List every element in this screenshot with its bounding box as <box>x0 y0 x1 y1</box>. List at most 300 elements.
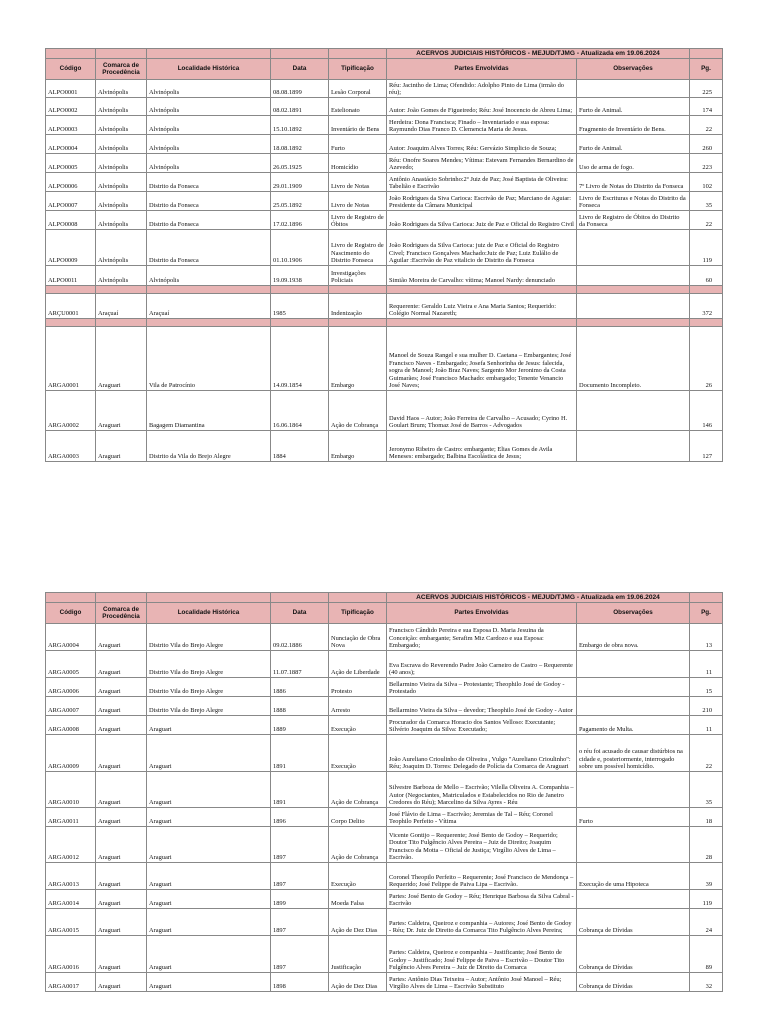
code-cell: ARGA0002 <box>46 391 96 431</box>
locality-cell: Vila de Patrocínio <box>147 327 271 391</box>
separator-cell <box>96 286 147 294</box>
observations-cell <box>577 266 690 286</box>
title-blank-cell <box>690 593 723 603</box>
column-header: Partes Envolvidas <box>387 59 577 80</box>
column-header: Observações <box>577 603 690 624</box>
column-header: Observações <box>577 59 690 80</box>
locality-cell: Araguari <box>147 772 271 808</box>
observations-cell <box>577 431 690 462</box>
observations-cell: 7º Livro de Notas do Distrito da Fonseca <box>577 173 690 192</box>
code-cell: ARGA0012 <box>46 827 96 863</box>
column-header: Comarca de Procedência <box>96 603 147 624</box>
date-cell: 08.02.1891 <box>271 98 329 116</box>
separator-row <box>46 319 723 327</box>
comarca-cell: Alvinópolis <box>96 80 147 98</box>
locality-cell: Araguari <box>147 973 271 992</box>
page-cell: 24 <box>690 909 723 936</box>
code-cell: ARGA0004 <box>46 624 96 651</box>
table-row <box>46 154 723 173</box>
date-cell: 16.06.1864 <box>271 391 329 431</box>
date-cell: 01.10.1906 <box>271 230 329 266</box>
code-cell: ALPO0007 <box>46 192 96 211</box>
type-cell: Livro de Registro de Óbitos <box>329 211 387 230</box>
observations-cell <box>577 651 690 678</box>
table-row <box>46 294 723 319</box>
observations-cell: Pagamento de Multa. <box>577 716 690 735</box>
code-cell: ALPO0004 <box>46 135 96 154</box>
header-row <box>46 603 723 624</box>
locality-cell: Alvinópolis <box>147 154 271 173</box>
comarca-cell: Alvinópolis <box>96 116 147 135</box>
type-cell: Execução <box>329 716 387 735</box>
separator-cell <box>690 286 723 294</box>
code-cell: ARGA0008 <box>46 716 96 735</box>
locality-cell: Araguari <box>147 863 271 890</box>
page-cell: 225 <box>690 80 723 98</box>
table-row <box>46 936 723 973</box>
parties-cell: Autor: João Gomes de Figueiredo; Réu: José Inocencio de Abreu Lima; <box>387 98 577 116</box>
table-row <box>46 735 723 772</box>
page-cell: 39 <box>690 863 723 890</box>
date-cell: 18.08.1892 <box>271 135 329 154</box>
title-blank-cell <box>147 593 271 603</box>
page-cell: 22 <box>690 116 723 135</box>
comarca-cell: Araguari <box>96 863 147 890</box>
page-cell: 35 <box>690 772 723 808</box>
parties-cell: Procurador da Comarca Horacio dos Santos Velloso: Executante; Silvério Joaquim da Silva: Executado; <box>387 716 577 735</box>
locality-cell: Distrito da Fonseca <box>147 173 271 192</box>
type-cell: Execução <box>329 735 387 772</box>
sheet-title: ACERVOS JUDICIAIS HISTÓRICOS - MEJUD/TJMG - Atualizada em 19.06.2024 <box>387 593 690 603</box>
parties-cell: Simião Moreira de Carvalho: vítima; Manoel Nardy: denunciado <box>387 266 577 286</box>
observations-cell: Cobrança de Dívidas <box>577 909 690 936</box>
observations-cell: Fragmento de Inventário de Bens. <box>577 116 690 135</box>
table-row <box>46 772 723 808</box>
parties-cell: Herdeira: Dona Francisca; Finado – Inventariado e sua esposa: Raymundo Dias Franco D. Clemencia Maria de Jesus. <box>387 116 577 135</box>
code-cell: ARGA0011 <box>46 808 96 827</box>
type-cell: Ação de Dez Dias <box>329 909 387 936</box>
table-row <box>46 973 723 992</box>
table-row <box>46 98 723 116</box>
column-header: Tipificação <box>329 603 387 624</box>
code-cell: ALPO0005 <box>46 154 96 173</box>
page-cell: 18 <box>690 808 723 827</box>
comarca-cell: Araguari <box>96 772 147 808</box>
table-row <box>46 678 723 697</box>
observations-cell <box>577 697 690 716</box>
date-cell: 1889 <box>271 716 329 735</box>
page-cell: 119 <box>690 230 723 266</box>
locality-cell: Distrito Vila do Brejo Alegre <box>147 651 271 678</box>
locality-cell: Araguari <box>147 716 271 735</box>
observations-cell <box>577 391 690 431</box>
page-cell: 11 <box>690 716 723 735</box>
records-table <box>45 48 723 462</box>
date-cell: 11.07.1887 <box>271 651 329 678</box>
separator-cell <box>147 319 271 327</box>
code-cell: ARGA0006 <box>46 678 96 697</box>
column-header: Código <box>46 59 96 80</box>
observations-cell <box>577 678 690 697</box>
page-cell: 22 <box>690 735 723 772</box>
separator-cell <box>577 286 690 294</box>
code-cell: ARGA0013 <box>46 863 96 890</box>
title-blank-cell <box>46 593 96 603</box>
parties-cell: José Flávio de Lima – Escrivão; Jeremias de Tal – Réu; Coronel Teophilo Perfeito - Vítima <box>387 808 577 827</box>
code-cell: ALPO0011 <box>46 266 96 286</box>
comarca-cell: Araguari <box>96 827 147 863</box>
title-blank-cell <box>147 49 271 59</box>
type-cell: Estelionato <box>329 98 387 116</box>
parties-cell: Eva Escrava do Reverendo Padre João Carneiro de Castro – Requerente (40 anos); <box>387 651 577 678</box>
type-cell: Corpo Delito <box>329 808 387 827</box>
page-cell: 15 <box>690 678 723 697</box>
date-cell: 1897 <box>271 936 329 973</box>
comarca-cell: Araguari <box>96 808 147 827</box>
locality-cell: Alvinópolis <box>147 80 271 98</box>
type-cell: Execução <box>329 863 387 890</box>
page-cell: 60 <box>690 266 723 286</box>
type-cell: Ação de Cobrança <box>329 391 387 431</box>
title-blank-cell <box>96 49 147 59</box>
comarca-cell: Alvinópolis <box>96 135 147 154</box>
comarca-cell: Araguari <box>96 651 147 678</box>
separator-row <box>46 286 723 294</box>
observations-cell: Livro de Escrituras e Notas do Distrito da Fonseca <box>577 192 690 211</box>
date-cell: 1899 <box>271 890 329 909</box>
title-row <box>46 593 723 603</box>
title-blank-cell <box>46 49 96 59</box>
date-cell: 09.02.1886 <box>271 624 329 651</box>
code-cell: ALPO0008 <box>46 211 96 230</box>
locality-cell: Distrito da Vila do Brejo Alegre <box>147 431 271 462</box>
parties-cell: Réu: Jacintho de Lima; Ofendido: Adolpho Pinto de Lima (irmão do réu); <box>387 80 577 98</box>
observations-cell: Documento Incompleto. <box>577 327 690 391</box>
table-row <box>46 716 723 735</box>
parties-cell: Francisco Cândido Pereira e sua Esposa D. Maria Jesuina da Conceição: embargante; Serafim Miz Cardozo e sua Esposa: Embargado; <box>387 624 577 651</box>
table-row <box>46 863 723 890</box>
observations-cell: Furto <box>577 808 690 827</box>
comarca-cell: Araguari <box>96 678 147 697</box>
parties-cell: João Aureliano Crioulinho de Oliveira , Vulgo "Aureliano Crioulinho": Réu; Joaquim D. Torres: Delegado de Polícia da Comarca de Araguari <box>387 735 577 772</box>
locality-cell: Alvinópolis <box>147 98 271 116</box>
type-cell: Homicídio <box>329 154 387 173</box>
observations-cell: Furto de Animal. <box>577 98 690 116</box>
table-row <box>46 808 723 827</box>
code-cell: ARÇU0001 <box>46 294 96 319</box>
date-cell: 1891 <box>271 772 329 808</box>
parties-cell: Requerente: Geraldo Luiz Vieira e Ana Maria Santos; Requerido: Colégio Normal Nazareth; <box>387 294 577 319</box>
comarca-cell: Alvinópolis <box>96 98 147 116</box>
type-cell: Nunciação de Obra Nova <box>329 624 387 651</box>
locality-cell: Araguari <box>147 909 271 936</box>
header-row <box>46 59 723 80</box>
parties-cell: Partes: José Bento de Godoy – Réu; Henrique Barbosa da Silva Cabral - Escrivão <box>387 890 577 909</box>
title-blank-cell <box>329 49 387 59</box>
page-cell: 210 <box>690 697 723 716</box>
column-header: Data <box>271 59 329 80</box>
observations-cell: Uso de arma de fogo. <box>577 154 690 173</box>
table-row <box>46 697 723 716</box>
parties-cell: Silvestre Barboza de Mello – Escrivão; Vilella Oliveira A. Companhia – Autor (Negociantes, Matriculados e Estabelecidos no Rio de Janeiro Credores do Réu); Marcelino da Silva Ayres - Réu <box>387 772 577 808</box>
table-row <box>46 211 723 230</box>
locality-cell: Distrito Vila do Brejo Alegre <box>147 624 271 651</box>
table-row <box>46 192 723 211</box>
parties-cell: João Rodrigues da Silva Carioca: Juiz de Paz e Oficial do Registro Civil <box>387 211 577 230</box>
parties-cell: Bellarmino Vieira da Silva – devedor; Theophilo José de Godoy - Autor <box>387 697 577 716</box>
page-cell: 127 <box>690 431 723 462</box>
parties-cell: Bellarmino Vieira da Silva – Protestante; Theophilo José de Godoy - Protestado <box>387 678 577 697</box>
table-row <box>46 624 723 651</box>
page-cell: 28 <box>690 827 723 863</box>
locality-cell: Araguari <box>147 890 271 909</box>
page-cell: 32 <box>690 973 723 992</box>
type-cell: Ação de Dez Dias <box>329 973 387 992</box>
column-header: Partes Envolvidas <box>387 603 577 624</box>
parties-cell: Partes: Caldeira, Queiroz e companhia – Justificante; José Bento de Godoy – Justificado; José Felippe de Paiva – Escrivão – Doutor Tito Fulgêncio Alves Pereira – Juiz de Direito da Comarca <box>387 936 577 973</box>
comarca-cell: Araçuaí <box>96 294 147 319</box>
title-blank-cell <box>329 593 387 603</box>
observations-cell: Livro de Registro de Óbitos do Distrito da Fonseca <box>577 211 690 230</box>
table-row <box>46 173 723 192</box>
page-cell: 223 <box>690 154 723 173</box>
locality-cell: Distrito da Fonseca <box>147 211 271 230</box>
comarca-cell: Alvinópolis <box>96 173 147 192</box>
type-cell: Ação de Cobrança <box>329 772 387 808</box>
table-row <box>46 431 723 462</box>
title-blank-cell <box>690 49 723 59</box>
page-cell: 11 <box>690 651 723 678</box>
observations-cell <box>577 890 690 909</box>
table-row <box>46 890 723 909</box>
date-cell: 25.05.1892 <box>271 192 329 211</box>
observations-cell <box>577 827 690 863</box>
date-cell: 1888 <box>271 697 329 716</box>
comarca-cell: Araguari <box>96 431 147 462</box>
date-cell: 1891 <box>271 735 329 772</box>
page-cell: 13 <box>690 624 723 651</box>
code-cell: ALPO0003 <box>46 116 96 135</box>
code-cell: ARGA0007 <box>46 697 96 716</box>
observations-cell <box>577 294 690 319</box>
observations-cell <box>577 230 690 266</box>
type-cell: Furto <box>329 135 387 154</box>
locality-cell: Araguari <box>147 808 271 827</box>
column-header: Tipificação <box>329 59 387 80</box>
code-cell: ARGA0014 <box>46 890 96 909</box>
observations-cell <box>577 772 690 808</box>
code-cell: ARGA0003 <box>46 431 96 462</box>
comarca-cell: Araguari <box>96 973 147 992</box>
comarca-cell: Alvinópolis <box>96 230 147 266</box>
locality-cell: Araçuaí <box>147 294 271 319</box>
records-table <box>45 592 723 992</box>
observations-cell: Cobrança de Dívidas <box>577 936 690 973</box>
locality-cell: Bagagem Diamantina <box>147 391 271 431</box>
parties-cell: Antônio Anastácio Sobrinho:2º Juiz de Paz; José Baptista de Oliveira: Tabelião e Escrivão <box>387 173 577 192</box>
table-row <box>46 230 723 266</box>
locality-cell: Distrito Vila do Brejo Alegre <box>147 678 271 697</box>
comarca-cell: Araguari <box>96 391 147 431</box>
date-cell: 1897 <box>271 909 329 936</box>
date-cell: 29.01.1909 <box>271 173 329 192</box>
date-cell: 1898 <box>271 973 329 992</box>
comarca-cell: Alvinópolis <box>96 192 147 211</box>
table-row <box>46 827 723 863</box>
comarca-cell: Alvinópolis <box>96 154 147 173</box>
date-cell: 1897 <box>271 863 329 890</box>
parties-cell: João Rodrigues da Silva Carioca: juiz de Paz e Oficial do Registro Civel; Francisco Gonçalves Machado:Juiz de Paz; Luiz Eulálio de Aguilar :Escrivão de Paz vitalicio de Distrito da Fonseca <box>387 230 577 266</box>
locality-cell: Araguari <box>147 827 271 863</box>
comarca-cell: Araguari <box>96 624 147 651</box>
table-row <box>46 391 723 431</box>
date-cell: 15.10.1892 <box>271 116 329 135</box>
column-header: Código <box>46 603 96 624</box>
type-cell: Ação de Liberdade <box>329 651 387 678</box>
table-row <box>46 80 723 98</box>
column-header: Localidade Histórica <box>147 603 271 624</box>
code-cell: ARGA0009 <box>46 735 96 772</box>
type-cell: Investigações Policiais <box>329 266 387 286</box>
locality-cell: Araguari <box>147 735 271 772</box>
code-cell: ARGA0001 <box>46 327 96 391</box>
locality-cell: Alvinópolis <box>147 135 271 154</box>
code-cell: ARGA0005 <box>46 651 96 678</box>
date-cell: 17.02.1896 <box>271 211 329 230</box>
type-cell: Arresto <box>329 697 387 716</box>
locality-cell: Alvinópolis <box>147 116 271 135</box>
code-cell: ARGA0010 <box>46 772 96 808</box>
type-cell: Livro de Notas <box>329 173 387 192</box>
parties-cell: David Haos – Autor; João Ferreira de Carvalho – Acusado; Cyrino H. Goulart Brum; Thomaz José de Barros - Advogados <box>387 391 577 431</box>
code-cell: ARGA0015 <box>46 909 96 936</box>
column-header: Localidade Histórica <box>147 59 271 80</box>
column-header: Data <box>271 603 329 624</box>
parties-cell: Coronel Theopilo Perfeito – Requerente; José Francisco de Mendonça – Requerido; José Felippe de Paiva Lipa – Escrivão. <box>387 863 577 890</box>
date-cell: 1985 <box>271 294 329 319</box>
observations-cell <box>577 80 690 98</box>
parties-cell: Partes: Antônio Dias Teixeira – Autor; Antônio José Manoel – Réu; Virgílio Alves de Lima – Escrivão Substituto <box>387 973 577 992</box>
parties-cell: Vicente Gontijo – Requerente; José Bento de Godoy – Requerido; Doutor Tito Fulgêncio Alves Pereira – Juiz de Direito; Joaquim Francisco da Motta – Oficial de Justiça; Virgílio Alves de Lima – Escrivão. <box>387 827 577 863</box>
observations-cell: o réu foi acusado de causar distúrbios na cidade e, posteriormente, interrogado sobre um possível homicídio. <box>577 735 690 772</box>
page-cell: 89 <box>690 936 723 973</box>
separator-cell <box>387 319 577 327</box>
locality-cell: Distrito da Fonseca <box>147 192 271 211</box>
separator-cell <box>271 319 329 327</box>
locality-cell: Alvinópolis <box>147 266 271 286</box>
observations-cell: Embargo de obra nova. <box>577 624 690 651</box>
code-cell: ALPO0001 <box>46 80 96 98</box>
observations-cell: Cobrança de Dívidas <box>577 973 690 992</box>
page-cell: 22 <box>690 211 723 230</box>
date-cell: 26.05.1925 <box>271 154 329 173</box>
separator-cell <box>690 319 723 327</box>
separator-cell <box>46 286 96 294</box>
separator-cell <box>46 319 96 327</box>
locality-cell: Distrito da Fonseca <box>147 230 271 266</box>
comarca-cell: Alvinópolis <box>96 211 147 230</box>
column-header: Comarca de Procedência <box>96 59 147 80</box>
page-cell: 26 <box>690 327 723 391</box>
observations-cell: Furto de Animal. <box>577 135 690 154</box>
separator-cell <box>96 319 147 327</box>
date-cell: 1896 <box>271 808 329 827</box>
separator-cell <box>329 286 387 294</box>
column-header: Pg. <box>690 603 723 624</box>
parties-cell: Autor: Joaquim Alves Torres; Réu: Gervázio Simplicio de Souza; <box>387 135 577 154</box>
date-cell: 14.09.1854 <box>271 327 329 391</box>
code-cell: ALPO0006 <box>46 173 96 192</box>
code-cell: ALPO0009 <box>46 230 96 266</box>
parties-cell: João Rodrigues da Siva Carioca: Escrivão de Paz; Marciano de Aguiar: Presidente da Câmara Municipal <box>387 192 577 211</box>
comarca-cell: Araguari <box>96 909 147 936</box>
type-cell: Embargo <box>329 327 387 391</box>
page-cell: 35 <box>690 192 723 211</box>
column-header: Pg. <box>690 59 723 80</box>
date-cell: 1884 <box>271 431 329 462</box>
page-cell: 102 <box>690 173 723 192</box>
code-cell: ALPO0002 <box>46 98 96 116</box>
type-cell: Inventário de Bens <box>329 116 387 135</box>
type-cell: Indenização <box>329 294 387 319</box>
table-row <box>46 116 723 135</box>
sheet-page-1 <box>45 48 722 462</box>
type-cell: Protesto <box>329 678 387 697</box>
table-row <box>46 266 723 286</box>
comarca-cell: Araguari <box>96 327 147 391</box>
comarca-cell: Araguari <box>96 936 147 973</box>
type-cell: Lesão Corporal <box>329 80 387 98</box>
locality-cell: Araguari <box>147 936 271 973</box>
separator-cell <box>577 319 690 327</box>
parties-cell: Manoel de Souza Rangel e sua mulher D. Caetana – Embargantes; José Francisco Naves - Embargado; Josefa Senhorinha de Jesus: falecida, sogra de Manoel; João Braz Naves; Sargento Mor Jeronimo da Costa Guimarães; José Francisco Machado: embargado; Tenente Venancio José Naves; <box>387 327 577 391</box>
table-row <box>46 909 723 936</box>
comarca-cell: Araguari <box>96 697 147 716</box>
code-cell: ARGA0016 <box>46 936 96 973</box>
sheet-page-2 <box>45 592 722 992</box>
parties-cell: Réu: Onofre Soares Mendes; Vítima: Estevam Fernandes Bernardino de Azevedo; <box>387 154 577 173</box>
table-row <box>46 327 723 391</box>
type-cell: Livro de Notas <box>329 192 387 211</box>
title-row <box>46 49 723 59</box>
date-cell: 19.09.1938 <box>271 266 329 286</box>
comarca-cell: Alvinópolis <box>96 266 147 286</box>
table-row <box>46 135 723 154</box>
date-cell: 1886 <box>271 678 329 697</box>
type-cell: Justificação <box>329 936 387 973</box>
date-cell: 08.08.1899 <box>271 80 329 98</box>
observations-cell: Execução de uma Hipoteca <box>577 863 690 890</box>
type-cell: Livro de Registro de Nascimento do Distrito Fonseca <box>329 230 387 266</box>
parties-cell: Jeronymo Ribeiro de Castro: embargante; Elias Gomes de Avila Meneses: embargado; Balbina Escolástica de Jesus; <box>387 431 577 462</box>
table-row <box>46 651 723 678</box>
page-cell: 146 <box>690 391 723 431</box>
page-cell: 260 <box>690 135 723 154</box>
title-blank-cell <box>271 49 329 59</box>
title-blank-cell <box>96 593 147 603</box>
sheet-title: ACERVOS JUDICIAIS HISTÓRICOS - MEJUD/TJMG - Atualizada em 19.06.2024 <box>387 49 690 59</box>
type-cell: Moeda Falsa <box>329 890 387 909</box>
page-cell: 119 <box>690 890 723 909</box>
code-cell: ARGA0017 <box>46 973 96 992</box>
type-cell: Ação de Cobrança <box>329 827 387 863</box>
separator-cell <box>147 286 271 294</box>
separator-cell <box>387 286 577 294</box>
page-cell: 372 <box>690 294 723 319</box>
separator-cell <box>271 286 329 294</box>
type-cell: Embargo <box>329 431 387 462</box>
comarca-cell: Araguari <box>96 716 147 735</box>
